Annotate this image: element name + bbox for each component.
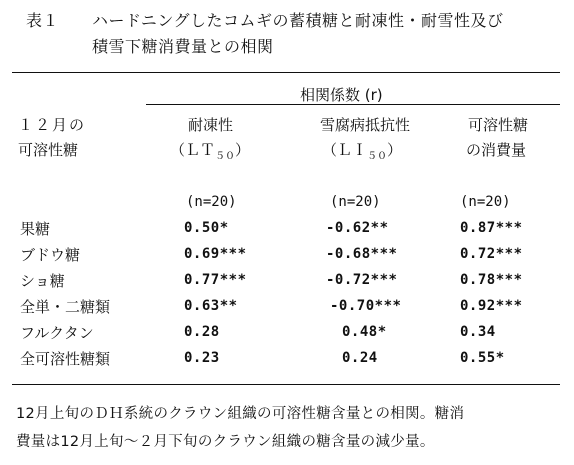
- cell-value: 0.77***: [184, 272, 247, 288]
- n-col2: (n=20): [330, 194, 381, 210]
- header-col1-line2: （ＬＴ$_{50}$）: [170, 141, 251, 162]
- row-label: フルクタン: [20, 324, 94, 342]
- cell-value: 0.78***: [460, 272, 523, 288]
- cell-value: 0.55*: [460, 350, 505, 366]
- cell-value: 0.72***: [460, 246, 523, 262]
- cell-value: 0.24: [342, 350, 378, 366]
- row-label: 全可溶性糖類: [20, 350, 111, 368]
- cell-value: -0.62**: [326, 220, 389, 236]
- cell-value: 0.69***: [184, 246, 247, 262]
- cell-value: 0.87***: [460, 220, 523, 236]
- footnote-line2: 費量は12月上旬～２月下旬のクラウン組織の糖含量の減少量。: [16, 434, 435, 450]
- footnote-line1: 12月上旬のＤＨ系統のクラウン組織の可溶性糖含量との相関。糖消: [16, 406, 465, 422]
- cell-value: 0.34: [460, 324, 496, 340]
- header-group-rule: [146, 104, 560, 105]
- cell-value: 0.48*: [342, 324, 387, 340]
- cell-value: -0.72***: [326, 272, 398, 288]
- table-title-line2: 積雪下糖消費量との相関: [92, 37, 274, 56]
- cell-value: -0.68***: [326, 246, 398, 262]
- table-title-line1: 表１ ハードニングしたコムギの蓄積糖と耐凍性・耐雪性及び: [26, 11, 504, 30]
- bottom-rule: [12, 384, 560, 385]
- n-col1: (n=20): [186, 194, 237, 210]
- cell-value: 0.28: [184, 324, 220, 340]
- row-label: 果糖: [20, 220, 51, 238]
- row-label: ショ糖: [20, 272, 65, 290]
- header-stub-line2: 可溶性糖: [18, 141, 79, 159]
- cell-value: 0.50*: [184, 220, 229, 236]
- cell-value: 0.23: [184, 350, 220, 366]
- cell-value: 0.63**: [184, 298, 238, 314]
- cell-value: 0.92***: [460, 298, 523, 314]
- header-group-label: 相関係数 (r): [300, 86, 383, 104]
- row-label: 全単・二糖類: [20, 298, 111, 316]
- header-col2-line1: 雪腐病抵抗性: [320, 116, 411, 134]
- cell-value: -0.70***: [330, 298, 402, 314]
- header-stub-line1: １２月の: [18, 116, 87, 134]
- top-rule: [12, 72, 560, 73]
- row-label: ブドウ糖: [20, 246, 81, 264]
- header-col3-line2: の消費量: [466, 141, 527, 159]
- header-col3-line1: 可溶性糖: [468, 116, 529, 134]
- header-col1-line1: 耐凍性: [188, 116, 234, 134]
- header-col2-line2: （ＬＩ$_{50}$）: [322, 141, 403, 162]
- n-col3: (n=20): [460, 194, 511, 210]
